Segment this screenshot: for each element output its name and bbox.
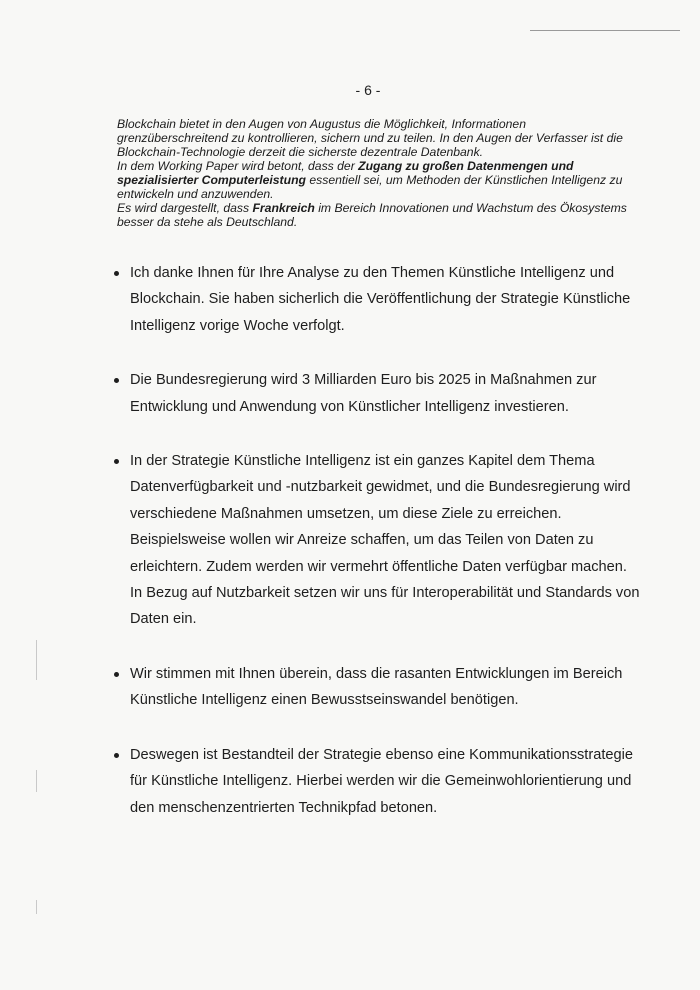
list-item <box>110 260 640 339</box>
list-item <box>110 742 640 821</box>
bullet-dot-icon <box>114 672 119 677</box>
summary-p2-text-start: In dem Working Paper wird betont, dass der <box>117 159 359 173</box>
scan-artifact <box>36 900 37 914</box>
bullet-dot-icon <box>114 271 119 276</box>
summary-p2-text-end: essentiell sei, um Methoden der Künstlichen Intelligenz zu entwickeln und anzuwenden. <box>117 173 623 201</box>
summary-paragraph-1: Blockchain bietet in den Augen von Augustus die Möglichkeit, Informationen grenzüberschreitend zu kontrollieren, sichern und zu teilen. In den Augen der Verfasser ist die Blockchain-Technologie derzeit die sicherste dezentrale Datenbank. <box>117 117 623 159</box>
bullet-dot-icon <box>114 378 119 383</box>
scan-artifact <box>36 640 37 680</box>
summary-p3-text-start: Es wird dargestellt, dass <box>117 201 253 215</box>
summary-p2-bold: Zugang zu großen Datenmengen und spezialisierter Computerleistung <box>117 159 574 187</box>
scan-artifact <box>36 770 37 792</box>
bullet-dot-icon <box>114 459 119 464</box>
summary-block <box>117 117 627 229</box>
list-item-text: Deswegen ist Bestandteil der Strategie ebenso eine Kommunikationsstrategie für Künstliche Intelligenz. Hierbei werden wir die Gemeinwohlorientierung und den menschenzentrierten Technikpfad betonen. <box>130 746 633 816</box>
summary-p3-bold: Frankreich <box>252 201 315 215</box>
header-rule <box>530 30 680 31</box>
list-item <box>110 661 640 714</box>
list-item <box>110 367 640 420</box>
summary-paragraph-2 <box>117 159 627 201</box>
page-number: - 6 - <box>355 82 381 98</box>
list-item-text: Ich danke Ihnen für Ihre Analyse zu den Themen Künstliche Intelligenz und Blockchain. Sie haben sicherlich die Veröffentlichung der Strategie Künstliche Intelligenz vorige Woche verfolgt. <box>130 265 631 334</box>
list-item-text: Die Bundesregierung wird 3 Milliarden Euro bis 2025 in Maßnahmen zur Entwicklung und Anwendung von Künstlicher Intelligenz investieren. <box>130 372 597 415</box>
summary-paragraph-3 <box>117 201 627 229</box>
list-item-text: Wir stimmen mit Ihnen überein, dass die rasanten Entwicklungen im Bereich Künstliche Intelligenz einen Bewusstseinswandel benötigen. <box>130 665 623 709</box>
bullet-dot-icon <box>114 753 119 758</box>
talking-points-list <box>110 260 640 821</box>
list-item <box>110 448 640 633</box>
list-item-text: In der Strategie Künstliche Intelligenz ist ein ganzes Kapitel dem Thema Datenverfügbarkeit und -nutzbarkeit gewidmet, und die Bundesregierung wird verschiedene Maßnahmen umsetzen, um diese Ziele zu erreichen. Beispielsweise wollen wir Anreize schaffen, um das Teilen von Daten zu erleichtern. Zudem werden wir vermehrt öffentliche Daten verfügbar machen. In Bezug auf Nutzbarkeit setzen wir uns für Interoperabilität und Standards von Daten ein. <box>130 453 640 628</box>
summary-p3-text-end: im Bereich Innovationen und Wachstum des Ökosystems besser da stehe als Deutschland. <box>117 201 627 229</box>
